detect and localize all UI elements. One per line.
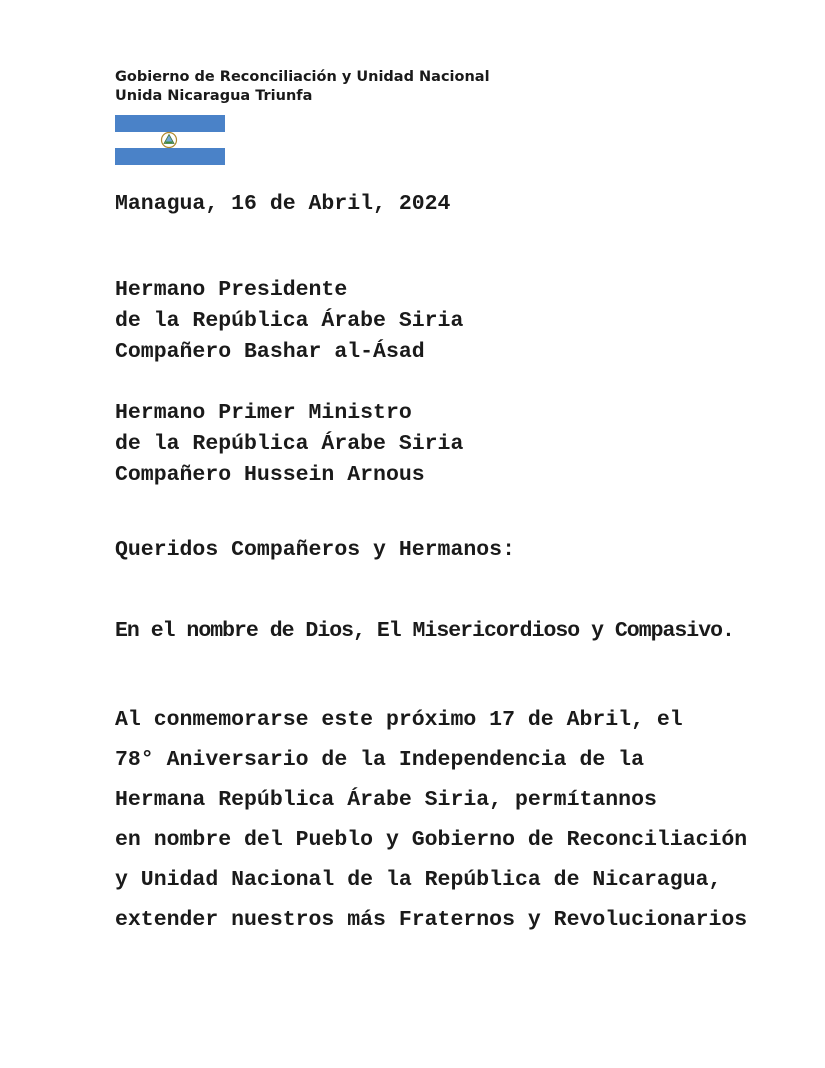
flag-bottom-stripe [115,148,225,165]
letter-invocation: En el nombre de Dios, El Misericordioso y Compasivo. [115,619,734,643]
letterhead-slogan: Unida Nicaragua Triunfa [115,88,313,104]
addressee-line: de la República Árabe Siria [115,309,464,333]
body-line: Al conmemorarse este próximo 17 de Abril, el [115,708,683,732]
addressee-line: Hermano Primer Ministro [115,401,412,425]
body-line: extender nuestros más Fraternos y Revolucionarios [115,908,748,932]
letter-date: Managua, 16 de Abril, 2024 [115,192,451,216]
body-line: 78° Aniversario de la Independencia de la [115,748,644,772]
addressee-line: Compañero Hussein Arnous [115,463,425,487]
addressee-prime-minister [115,398,463,491]
addressee-line: Hermano Presidente [115,278,348,302]
letterhead-government: Gobierno de Reconciliación y Unidad Nacional [115,69,490,85]
letter-greeting: Queridos Compañeros y Hermanos: [115,538,515,562]
addressee-line: de la República Árabe Siria [115,432,464,456]
addressee-line: Compañero Bashar al-Ásad [115,340,425,364]
addressee-president [115,275,463,368]
letterhead [115,68,490,106]
body-line: Hermana República Árabe Siria, permítannos [115,788,657,812]
letter-body-paragraph [115,700,747,940]
nicaragua-coat-of-arms-icon [160,131,178,149]
body-line: en nombre del Pueblo y Gobierno de Reconciliación [115,828,748,852]
flag-top-stripe [115,115,225,132]
body-line: y Unidad Nacional de la República de Nicaragua, [115,868,722,892]
